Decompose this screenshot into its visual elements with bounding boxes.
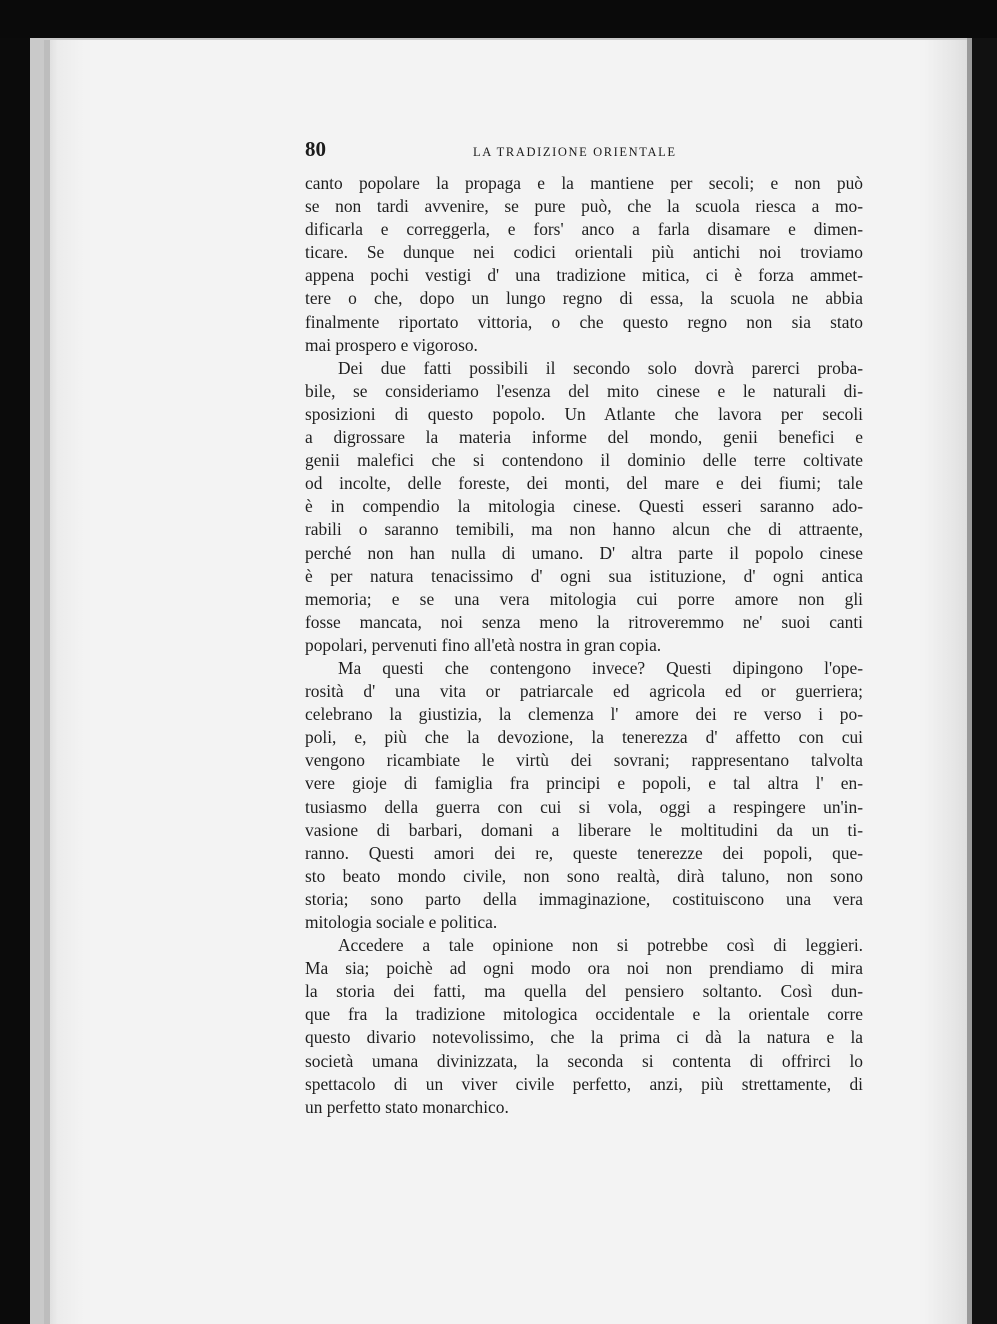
text-line: sposizioni di questo popolo. Un Atlante che lavora per secoli xyxy=(305,403,863,424)
text-line: popolari, pervenuti fino all'età nostra in gran copia. xyxy=(305,634,662,655)
text-line: società umana divinizzata, la seconda si contenta di offrirci lo xyxy=(305,1050,863,1071)
text-line: poli, e, più che la devozione, la tenerezza d' affetto con cui xyxy=(305,727,863,748)
text-line: vere gioje di famiglia fra principi e popoli, e tal altra l' en- xyxy=(305,773,863,794)
text-line: mitologia sociale e politica. xyxy=(305,912,498,932)
text-line: questo divario notevolissimo, che la prima ci dà la natura e la xyxy=(305,1027,863,1048)
text-line: è per natura tenacissimo d' ogni sua istituzione, d' ogni antica xyxy=(305,565,863,586)
paragraph xyxy=(305,172,863,357)
text-line: dificarla e correggerla, e fors' anco a farla disamare e dimen- xyxy=(305,219,863,240)
text-line: que fra la tradizione mitologica occidentale e la orientale corre xyxy=(305,1004,863,1025)
text-line: od incolte, delle foreste, dei monti, del mare e dei fiumi; tale xyxy=(305,473,863,494)
text-line: celebrano la giustizia, la clemenza l' amore dei re verso i po- xyxy=(305,704,863,725)
running-title: LA TRADIZIONE ORIENTALE xyxy=(473,145,677,159)
text-line: se non tardi avvenire, se pure può, che la scuola riesca a mo- xyxy=(305,196,863,217)
page-gutter-edge xyxy=(44,40,50,1324)
text-line: sto beato mondo civile, non sono realtà, dirà taluno, non sono xyxy=(305,865,863,886)
text-line: fosse mancata, noi senza meno la ritroveremmo ne' suoi canti xyxy=(305,611,863,632)
text-line: bile, se consideriamo l'esenza del mito cinese e le naturali di- xyxy=(305,380,863,401)
body-text xyxy=(305,172,863,1119)
text-line: ticare. Se dunque nei codici orientali più antichi noi troviamo xyxy=(305,242,863,263)
text-line: tere o che, dopo un lungo regno di essa, la scuola ne abbia xyxy=(305,288,863,309)
text-line: mai prospero e vigoroso. xyxy=(305,334,478,355)
text-line: rabili o saranno temibili, ma non hanno alcun che di attraente, xyxy=(305,519,863,540)
text-line: vengono ricambiate le virtù dei sovrani; rappresentano talvolta xyxy=(305,750,863,771)
text-line: appena pochi vestigi d' una tradizione mitica, ci è forza ammet- xyxy=(305,265,863,286)
page-number: 80 xyxy=(305,137,326,161)
text-line: storia; sono parto della immaginazione, costituiscono una vera xyxy=(305,888,863,909)
text-line: Accedere a tale opinione non si potrebbe così di leggieri. xyxy=(338,935,863,956)
text-line: la storia dei fatti, ma quella del pensiero soltanto. Così dun- xyxy=(305,981,863,1002)
paragraph xyxy=(305,657,863,934)
text-line: un perfetto stato monarchico. xyxy=(305,1096,509,1117)
text-line: Ma sia; poichè ad ogni modo ora noi non prendiamo di mira xyxy=(305,958,863,979)
paragraph xyxy=(305,934,863,1119)
scan-border-top xyxy=(0,0,997,38)
text-line: Ma questi che contengono invece? Questi dipingono l'ope- xyxy=(338,657,863,678)
text-line: vasione di barbari, domani a liberare le moltitudini da un ti- xyxy=(305,819,863,840)
text-line: perché non han nulla di umano. D' altra parte il popolo cinese xyxy=(305,542,863,563)
text-line: ranno. Questi amori dei re, queste tenerezze dei popoli, que- xyxy=(305,842,863,863)
text-line: tusiasmo della guerra con cui si vola, oggi a respingere un'in- xyxy=(305,796,863,817)
paragraph xyxy=(305,357,863,657)
text-line: memoria; e se una vera mitologia cui porre amore non gli xyxy=(305,588,863,609)
text-line: rosità d' una vita or patriarcale ed agricola ed or guerriera; xyxy=(305,681,863,702)
text-line: è in compendio la mitologia cinese. Questi esseri saranno ado- xyxy=(305,496,863,517)
text-line: finalmente riportato vittoria, o che questo regno non sia stato xyxy=(305,311,863,332)
text-line: canto popolare la propaga e la mantiene per secoli; e non può xyxy=(305,173,863,193)
text-line: a digrossare la materia informe del mondo, genii benefici e xyxy=(305,427,863,448)
text-line: Dei due fatti possibili il secondo solo dovrà parerci proba- xyxy=(338,357,863,378)
text-line: genii malefici che si contendono il dominio delle terre coltivate xyxy=(305,450,863,471)
scan-border-right xyxy=(972,38,997,1324)
page-header xyxy=(305,137,865,165)
text-line: spettacolo di un viver civile perfetto, anzi, più strettamente, di xyxy=(305,1073,863,1094)
